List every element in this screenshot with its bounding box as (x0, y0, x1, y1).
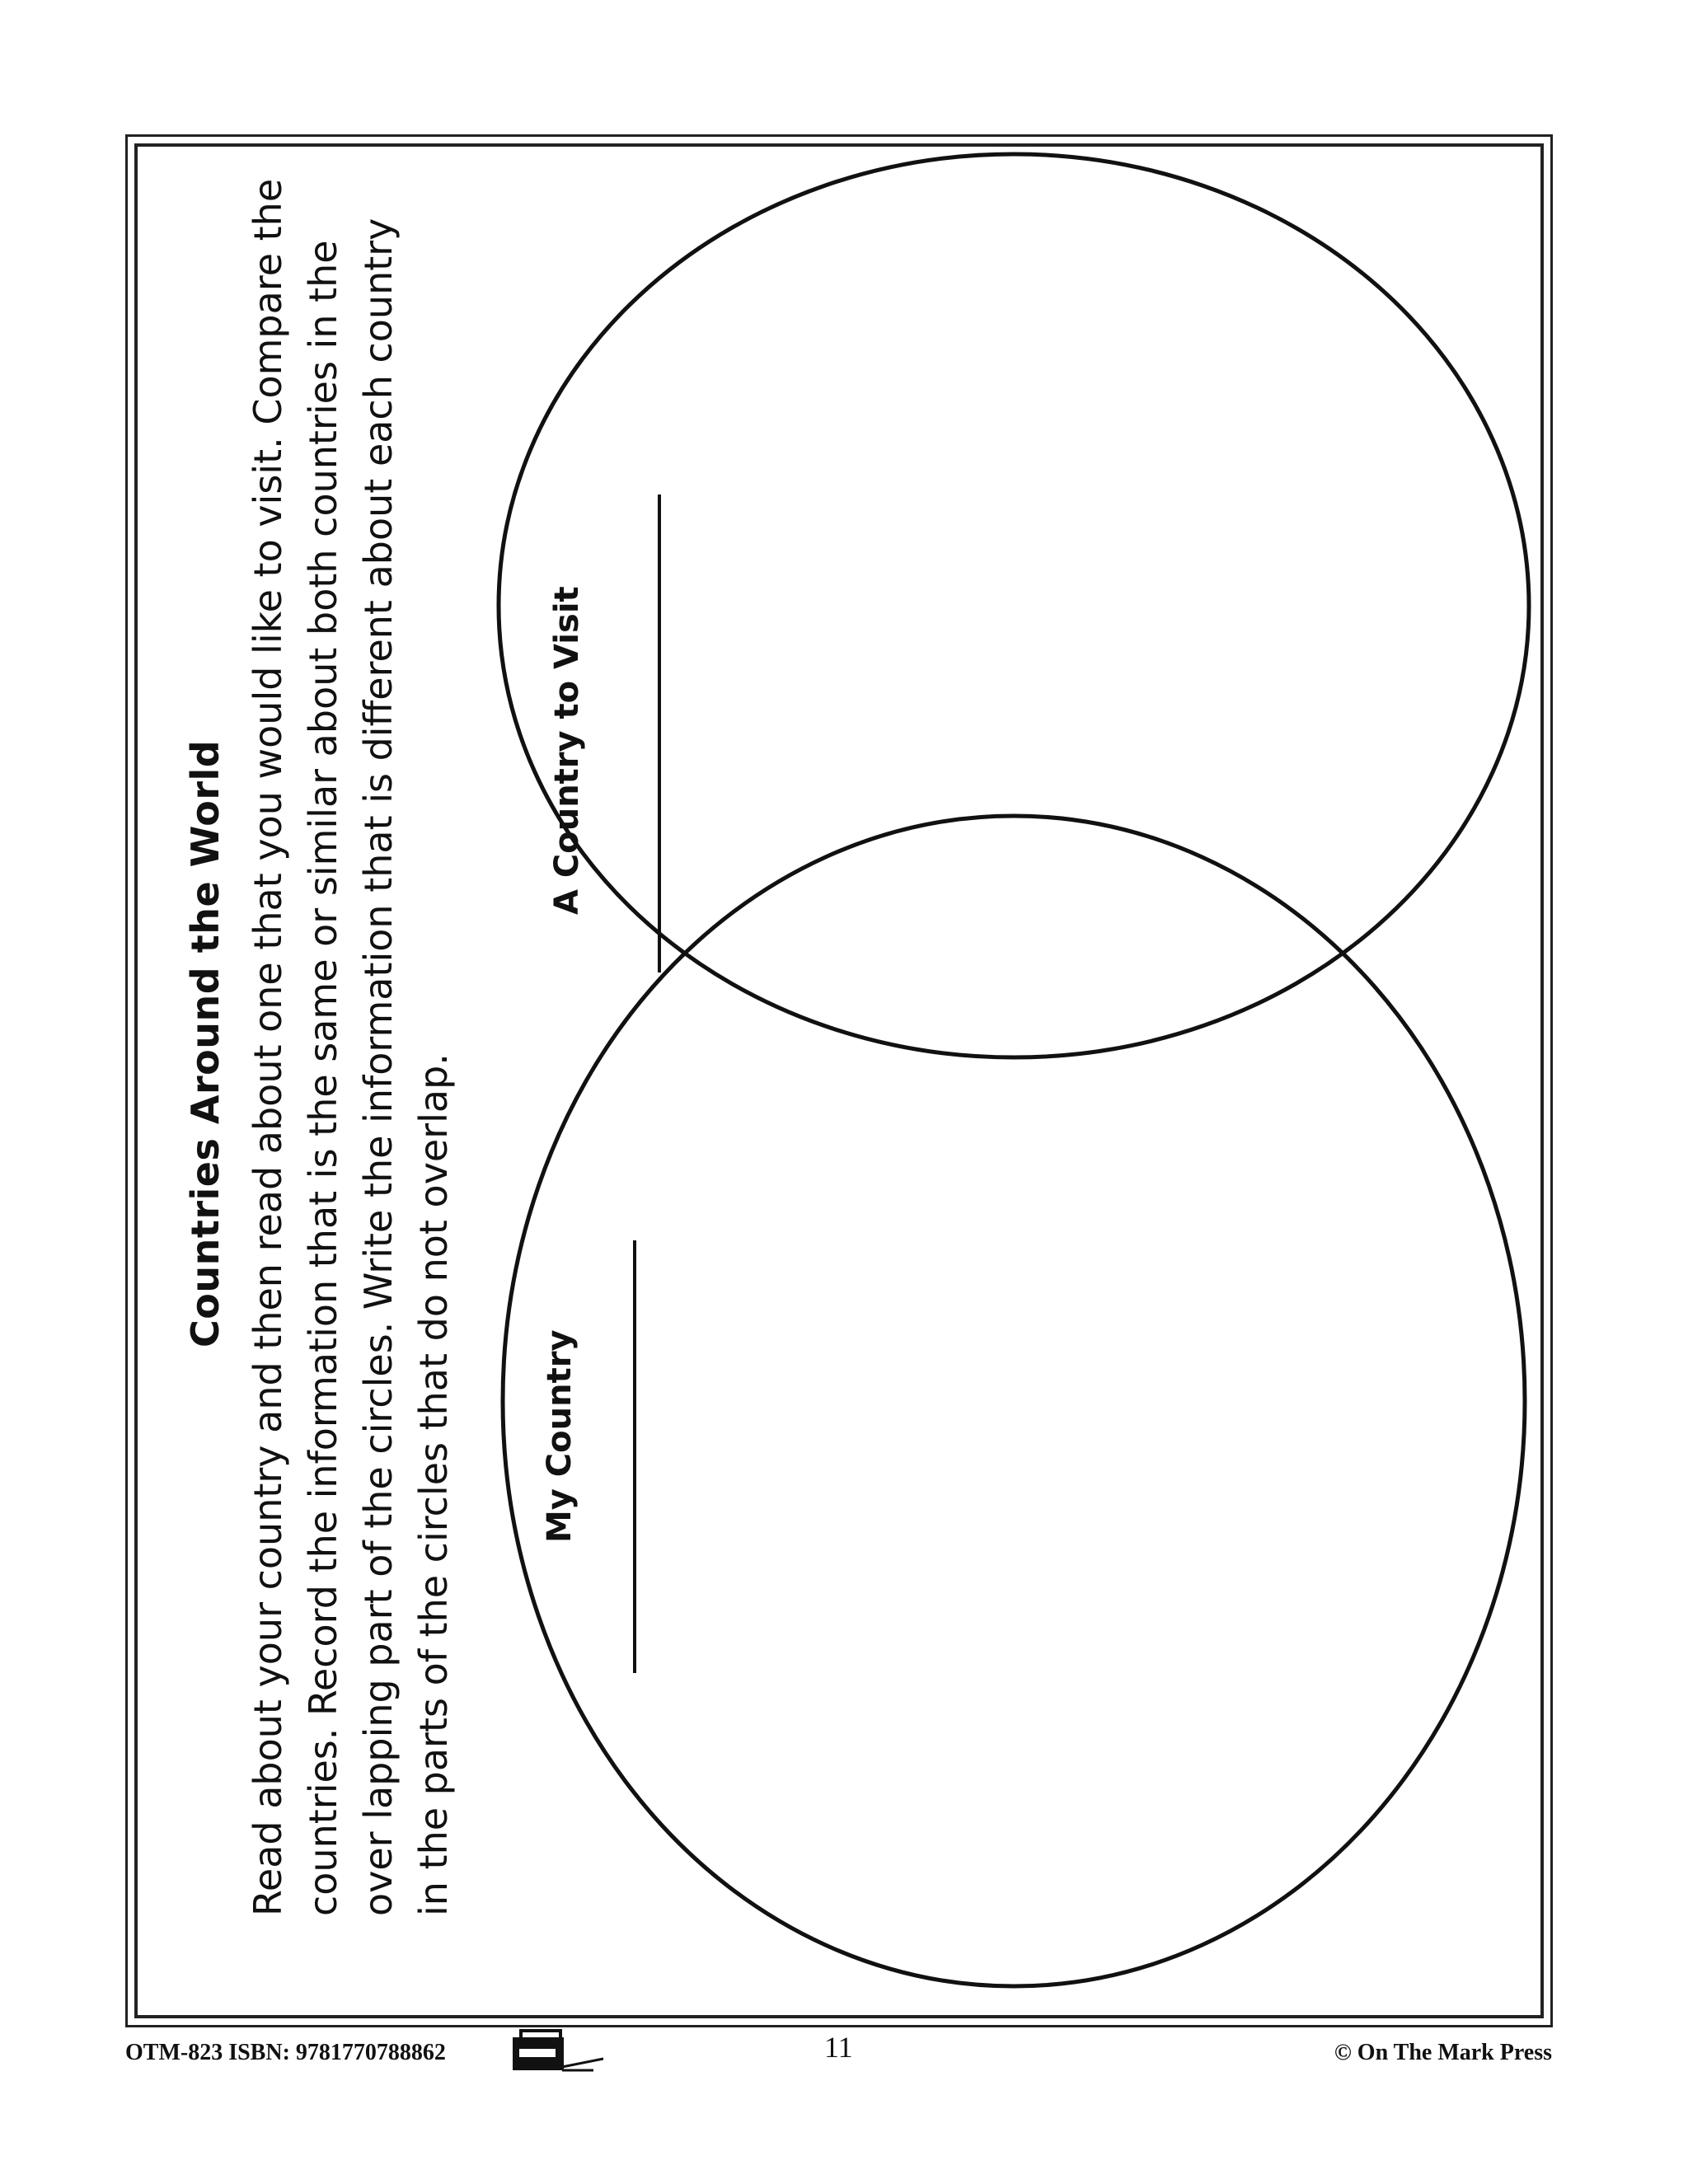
instruction-line: countries. Record the information that is the same or similar about both countries in the (301, 240, 345, 1916)
instruction-line: in the parts of the circles that do not overlap. (411, 1053, 456, 1916)
page-number: 11 (824, 2031, 853, 2064)
circle-country-to-visit (499, 154, 1529, 1057)
instructions-block (241, 179, 462, 1916)
label-my-country: My Country (541, 1329, 579, 1543)
instruction-line: Read about your country and then read about one that you would like to visit. Compare the (246, 178, 290, 1916)
photocopier-icon (511, 2026, 610, 2075)
instruction-line: over lapping part of the circles. Write the information that is different about each country (356, 218, 401, 1916)
footer-code-isbn: OTM-823 ISBN: 9781770788862 (125, 2040, 446, 2065)
label-country-to-visit: A Country to Visit (548, 586, 586, 915)
circle-my-country (503, 816, 1525, 1986)
worksheet-title: Countries Around the World (183, 739, 227, 1347)
footer-copyright: © On The Mark Press (1334, 2040, 1552, 2065)
